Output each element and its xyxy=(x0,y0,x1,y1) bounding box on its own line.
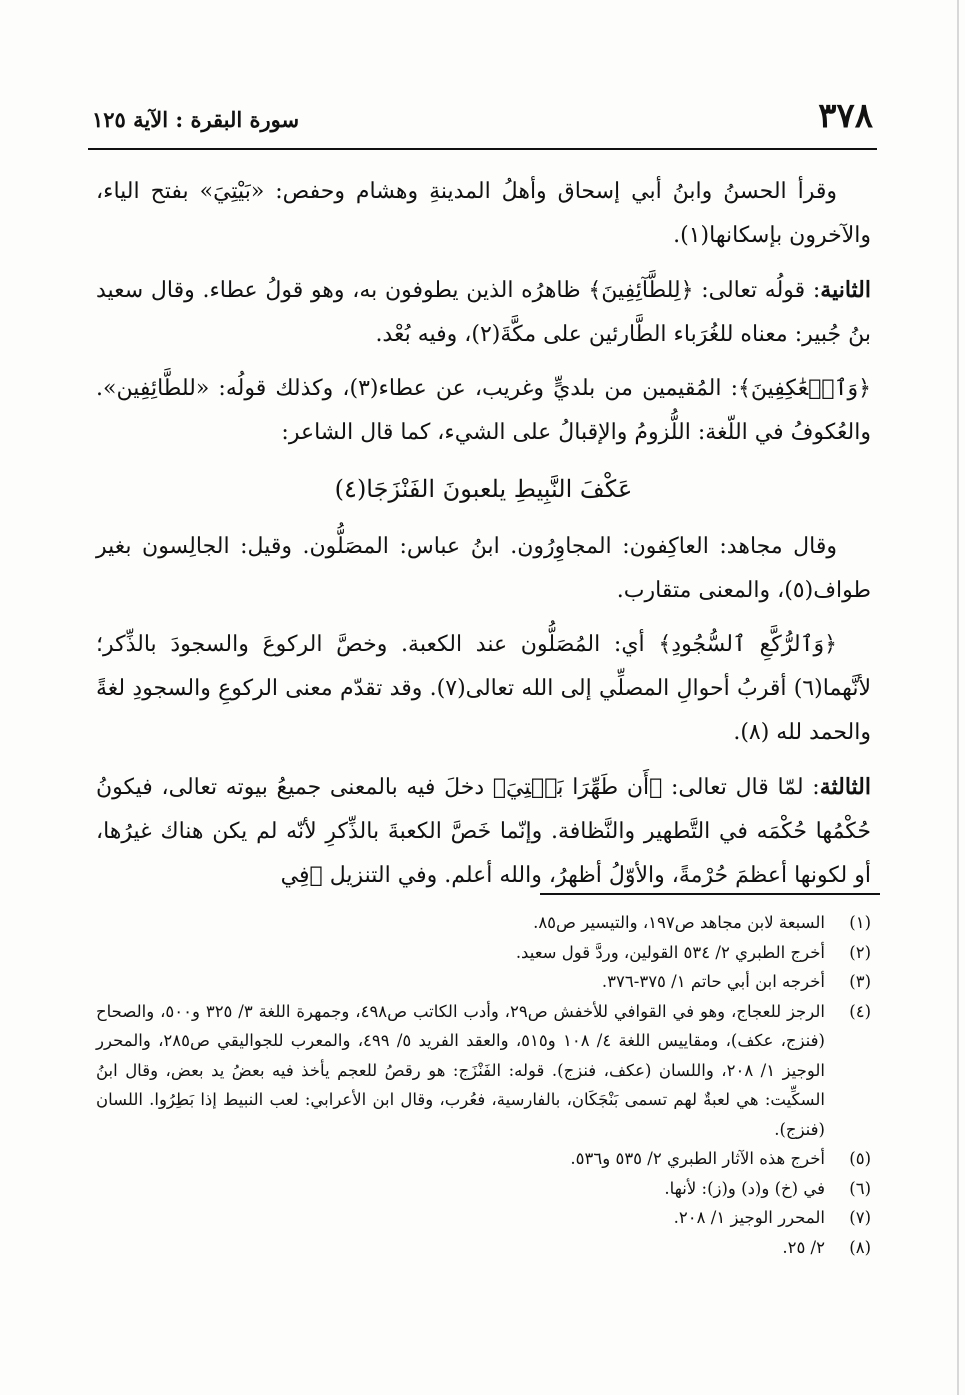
footnote xyxy=(96,1233,871,1263)
paragraph-readings xyxy=(96,170,871,258)
paragraph-text: ﴿وَٱلرُّكَّعِ ٱلسُّجُودِ﴾ أي: المُصَلُّون عند الكعبة. وخصَّ الركوعَ والسجودَ بالذِّكر؛ لأنَّهما(٦) أقربُ أحوالِ المصلِّي إلى الله تعالى(٧). وقد تقدّم معنى الركوعِ والسجودِ لغةً والحمد لله (٨). xyxy=(96,632,871,745)
poetry-verse: عَكْفَ النَّبِيطِ يلعبونَ الفَنْزَجَا(٤) xyxy=(334,475,633,503)
footnote xyxy=(96,1144,871,1174)
footnote xyxy=(96,967,871,997)
footnote-number: (٢) xyxy=(849,942,871,962)
paragraph-akifin xyxy=(96,367,871,455)
footnote-number: (٧) xyxy=(849,1208,871,1227)
paragraph-text: ﴿وَٱلۡعَٰكِفِينَ﴾: المُقيمين من بلديٍّ وغريب، عن عطاء(٣)، وكذلك قولُه: «للطَّائِفِين». والعُكوفُ في اللّغة: اللُّزومُ والإقبالُ على الشيء، كما قال الشاعر: xyxy=(96,376,872,445)
footnote-text: أخرج هذه الآثار الطبري ٢/ ٥٣٥ و٥٣٦. xyxy=(570,1149,825,1168)
footnotes xyxy=(96,908,871,1262)
paragraph-mujahid xyxy=(96,525,871,613)
footnote-number: (٣) xyxy=(849,972,871,991)
paragraph-text: وقال مجاهد: العاكِفون: المجاوِرُون. ابنُ عباس: المصَلُّون. وقيل: الجالِسون بغير طواف(٥)، والمعنى متقارب. xyxy=(96,534,871,603)
footnote-text: الرجز للعجاج، وهو في القوافي للأخفش ص٢٩، وأدب الكاتب ص٤٩٨، وجمهرة اللغة ٣/ ٣٢٥ و٥٠٠، والصحاح (فنزج، عكف)، ومقاييس اللغة ٤/ ١٠٨ و٥١٥، والعقد الفريد ٥/ ٤٩٩، والمعرب للجواليقي ص٢٨٥، والمحرر الوجيز ١/ ٢٠٨، واللسان (عكف، فنزج). قوله: الفَنْزَج: هو رقصُ للعجم يأخذ فيه بعضُ يد بعض، وقال ابنُ السكِّيت: هي لعبةٌ لهم تسمى بَنْجَكَان، بالفارسية، فعُرب، وقال ابن الأعرابي: لعب النبيط إذا بَطِرُوا. اللسان (فنزج). xyxy=(96,1001,825,1139)
footnote-number: (٦) xyxy=(849,1178,871,1198)
page-header xyxy=(88,92,877,150)
footnote xyxy=(96,997,871,1145)
footnote-text: في (خ) و(د) و(ز): لأنها. xyxy=(664,1178,825,1198)
paragraph-second-issue xyxy=(96,268,871,357)
footnote xyxy=(96,1203,871,1233)
paragraph-text: : قولُه تعالى: ﴿لِلطَّآئِفِينَ﴾ ظاهرُه الذين يطوفون به، وهو قولُ عطاء. وقال سعيد بنُ جُبير: معناه للغُرَباء الطَّارئين على مكَّةَ(٢)، وفيه بُعْد. xyxy=(96,278,871,347)
paragraph-third-issue xyxy=(96,765,871,898)
main-text xyxy=(96,170,871,908)
footnote-number: (٤) xyxy=(849,1001,871,1021)
footnote-text: أخرج الطبري ٢/ ٥٣٤ القولين، وردَّ قول سعيد. xyxy=(515,942,825,962)
footnote-text: السبعة لابن مجاهد ص١٩٧، والتيسير ص٨٥. xyxy=(533,913,825,932)
issue-heading: الثانية xyxy=(820,277,871,303)
footnote-number: (١) xyxy=(849,913,871,932)
footnote xyxy=(96,1174,871,1204)
footnote xyxy=(96,908,871,938)
footnote-number: (٨) xyxy=(849,1237,871,1257)
paragraph-rukka xyxy=(96,623,871,755)
footnote-text: أخرجه ابن أبي حاتم ١/ ٣٧٥-٣٧٦. xyxy=(601,972,825,991)
footnote-text: المحرر الوجيز ١/ ٢٠٨. xyxy=(673,1208,825,1227)
page-number: ٣٧٨ xyxy=(818,96,873,136)
footnote-text: ٢/ ٢٥. xyxy=(782,1237,825,1257)
footnote-number: (٥) xyxy=(849,1149,871,1168)
issue-heading: الثالثة xyxy=(819,774,871,800)
footnote xyxy=(96,938,871,968)
page-edge-shadow xyxy=(957,0,959,1395)
paragraph-text: : لمّا قال تعالى: ﴿أَن طَهِّرَا بَيۡتِيَ﴾ دخلَ فيه بالمعنى جميعُ بيوته تعالى، فيكونُ حُكْمُها حُكْمَه في التَّطهير والنَّظافة. وإنّما خَصَّ الكعبةَ بالذِّكرِ لأنّه لم يكن هناك غيرُها، أو لكونها أعظمَ حُرْمةً، والأوّلُ أظهرُ، والله أعلم. وفي التنزيل ﴿فِي xyxy=(96,775,871,888)
running-title: سورة البقرة : الآية ١٢٥ xyxy=(92,107,300,132)
footnote-separator xyxy=(540,893,880,895)
paragraph-text: وقرأ الحسنُ وابنُ أبي إسحاق وأهلُ المدينةِ وهشام وحفص: «بَيْتِيَ» بفتح الياء، والآخرون بإسكانها(١). xyxy=(96,179,871,248)
